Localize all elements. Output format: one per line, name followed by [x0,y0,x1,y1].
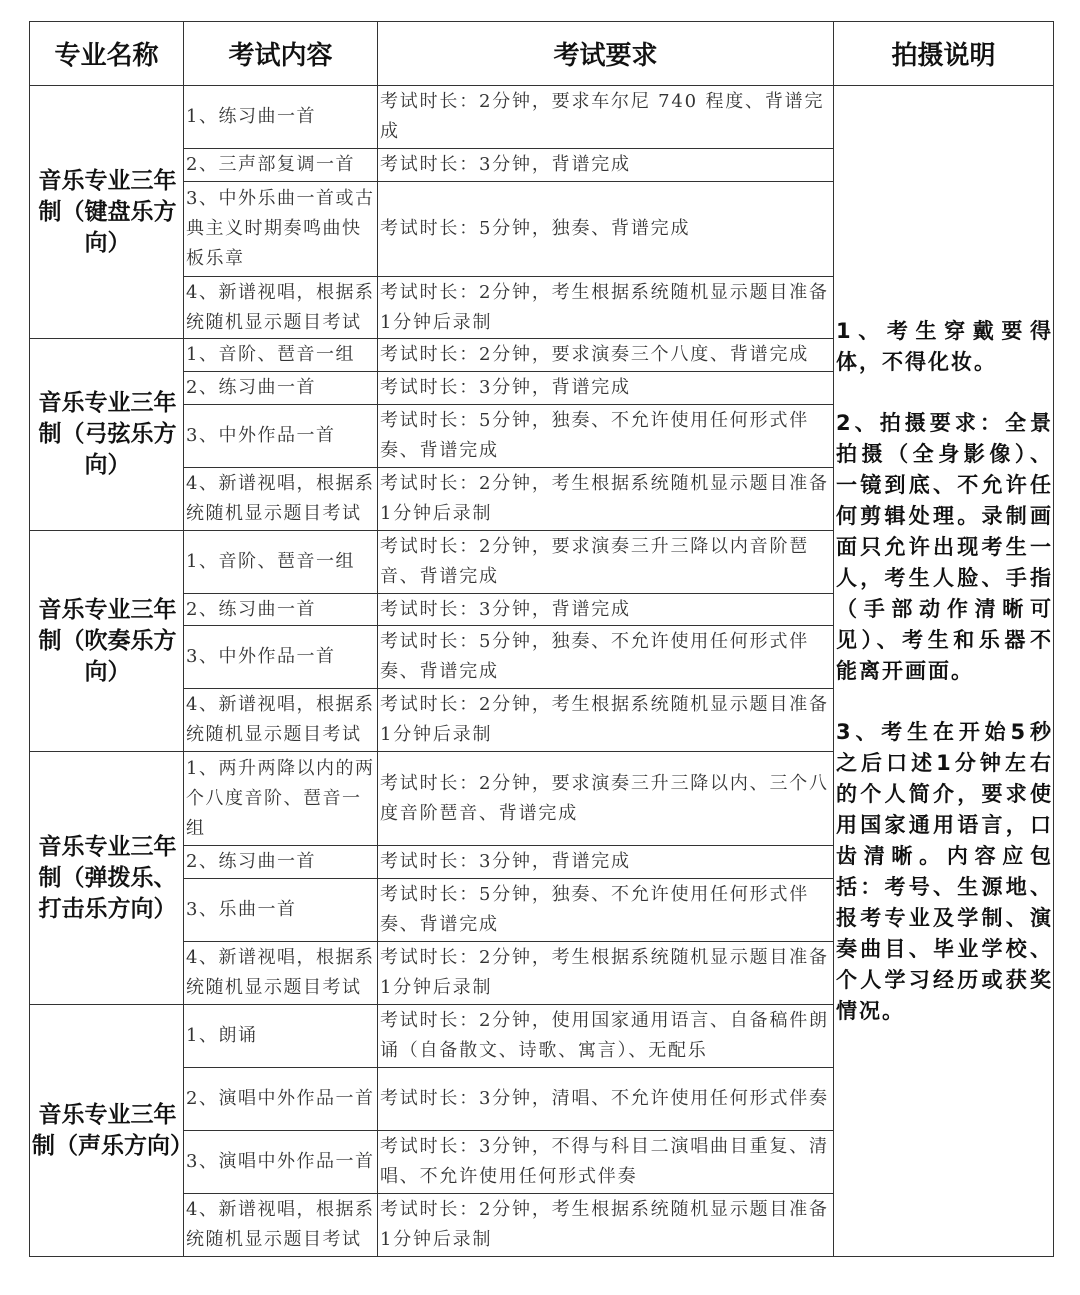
exam-requirement: 考试时长：2分钟，要求车尔尼 740 程度、背谱完成 [378,86,834,149]
major-plucked-percussion: 音乐专业三年制（弹拨乐、打击乐方向） [30,752,184,1005]
exam-requirement: 考试时长：3分钟，清唱、不允许使用任何形式伴奏 [378,1068,834,1131]
exam-content: 3、中外作品一首 [184,405,378,468]
exam-requirement: 考试时长：2分钟，使用国家通用语言、自备稿件朗诵（自备散文、诗歌、寓言）、无配乐 [378,1005,834,1068]
exam-content: 1、两升两降以内的两个八度音阶、琶音一组 [184,752,378,846]
exam-content: 2、演唱中外作品一首 [184,1068,378,1131]
exam-content: 2、三声部复调一首 [184,149,378,182]
header-content: 考试内容 [184,22,378,86]
exam-content: 4、新谱视唱，根据系统随机显示题目考试 [184,942,378,1005]
exam-requirement: 考试时长：2分钟，要求演奏三升三降以内音阶琶音、背谱完成 [378,531,834,594]
major-bowed-strings: 音乐专业三年制（弓弦乐方向） [30,339,184,531]
note-item: 1、考生穿戴要得体，不得化妆。 [836,318,1053,374]
note-item: 3、考生在开始5秒之后口述1分钟左右的个人简介，要求使用国家通用语言，口齿清晰。内容应包括：考号、生源地、报考专业及学制、演奏曲目、毕业学校、个人学习经历或获奖情况。 [836,719,1053,1023]
exam-requirement: 考试时长：2分钟，考生根据系统随机显示题目准备1分钟后录制 [378,277,834,339]
exam-requirement: 考试时长：3分钟，背谱完成 [378,846,834,879]
exam-content: 3、乐曲一首 [184,879,378,942]
exam-content: 4、新谱视唱，根据系统随机显示题目考试 [184,1194,378,1257]
exam-requirement: 考试时长：5分钟，独奏、不允许使用任何形式伴奏、背谱完成 [378,626,834,689]
exam-requirement: 考试时长：3分钟，背谱完成 [378,594,834,626]
exam-content: 3、中外作品一首 [184,626,378,689]
header-row [30,22,1054,86]
exam-requirement: 考试时长：2分钟，考生根据系统随机显示题目准备1分钟后录制 [378,1194,834,1257]
major-keyboard: 音乐专业三年制（键盘乐方向） [30,86,184,339]
exam-content: 4、新谱视唱，根据系统随机显示题目考试 [184,689,378,752]
exam-content: 1、音阶、琶音一组 [184,339,378,372]
exam-content: 3、中外乐曲一首或古典主义时期奏鸣曲快板乐章 [184,182,378,277]
major-wind: 音乐专业三年制（吹奏乐方向） [30,531,184,752]
exam-requirement: 考试时长：5分钟，独奏、不允许使用任何形式伴奏、背谱完成 [378,405,834,468]
exam-requirement: 考试时长：3分钟，不得与科目二演唱曲目重复、清唱、不允许使用任何形式伴奏 [378,1131,834,1194]
exam-content: 2、练习曲一首 [184,372,378,405]
exam-requirement: 考试时长：2分钟，考生根据系统随机显示题目准备1分钟后录制 [378,468,834,531]
note-item: 2、拍摄要求：全景拍摄（全身影像）、一镜到底、不允许任何剪辑处理。录制画面只允许出现考生一人，考生人脸、手指（手部动作清晰可见）、考生和乐器不能离开画面。 [836,410,1053,683]
major-vocal: 音乐专业三年制（声乐方向） [30,1005,184,1257]
exam-content: 3、演唱中外作品一首 [184,1131,378,1194]
exam-content: 4、新谱视唱，根据系统随机显示题目考试 [184,277,378,339]
exam-content: 1、朗诵 [184,1005,378,1068]
exam-requirement: 考试时长：2分钟，考生根据系统随机显示题目准备1分钟后录制 [378,689,834,752]
filming-notes [834,86,1054,1257]
table-row [30,86,1054,149]
exam-requirement: 考试时长：3分钟，背谱完成 [378,149,834,182]
header-notes: 拍摄说明 [834,22,1054,86]
exam-requirement: 考试时长：5分钟，独奏、背谱完成 [378,182,834,277]
exam-requirement: 考试时长：2分钟，考生根据系统随机显示题目准备1分钟后录制 [378,942,834,1005]
header-requirement: 考试要求 [378,22,834,86]
exam-content: 1、音阶、琶音一组 [184,531,378,594]
header-major: 专业名称 [30,22,184,86]
exam-content: 2、练习曲一首 [184,846,378,879]
exam-requirement: 考试时长：5分钟，独奏、不允许使用任何形式伴奏、背谱完成 [378,879,834,942]
exam-requirement: 考试时长：2分钟，要求演奏三升三降以内、三个八度音阶琶音、背谱完成 [378,752,834,846]
exam-requirements-table [29,21,1054,1257]
exam-requirement: 考试时长：3分钟，背谱完成 [378,372,834,405]
exam-content: 1、练习曲一首 [184,86,378,149]
exam-content: 4、新谱视唱，根据系统随机显示题目考试 [184,468,378,531]
exam-requirement: 考试时长：2分钟，要求演奏三个八度、背谱完成 [378,339,834,372]
exam-content: 2、练习曲一首 [184,594,378,626]
